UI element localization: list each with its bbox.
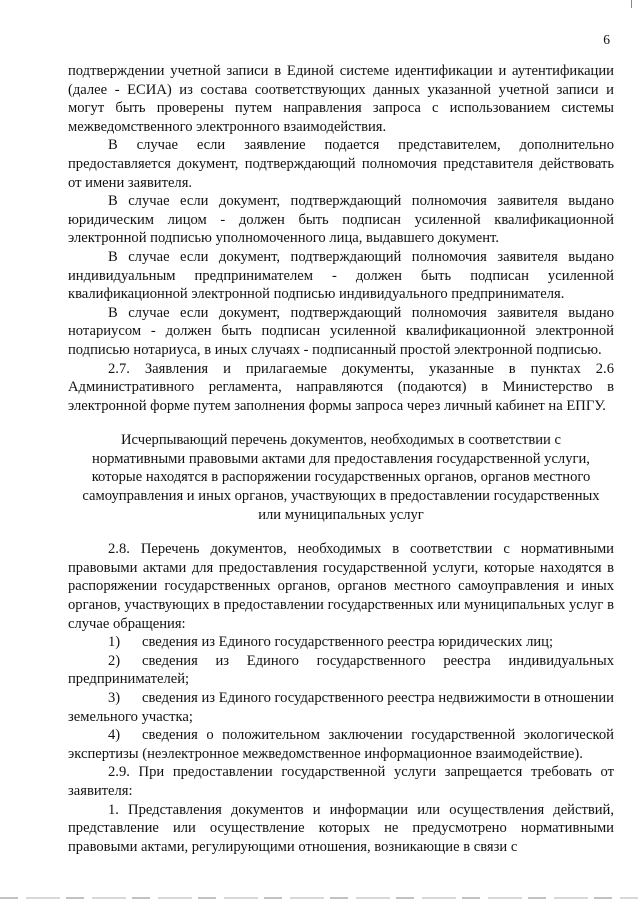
list-item xyxy=(68,726,614,763)
paragraph-esia-verification: подтверждении учетной записи в Единой системе идентификации и аутентификации (далее - ЕСИА) из состава соответствующих данных указанной учетной записи и могут быть проверены путем направления запроса с использованием системы межведомственного электронного взаимодействия. xyxy=(68,63,614,135)
list-item-number: 1) xyxy=(108,634,121,651)
list-item xyxy=(68,633,614,652)
list-item-number: 4) xyxy=(108,727,121,744)
page-number: 6 xyxy=(603,32,610,47)
list-item xyxy=(68,652,614,689)
paragraph-representative: В случае если заявление подается представителем, дополнительно предоставляется документ, подтверждающий полномочия представителя действовать от имени заявителя. xyxy=(68,137,614,191)
list-item xyxy=(68,689,614,726)
list-item-text: сведения о положительном заключении государственной экологической экспертизы (неэлектронное межведомственное информационное взаимодействие). xyxy=(68,727,614,762)
paragraph-legal-entity: В случае если документ, подтверждающий полномочия заявителя выдано юридическим лицом - должен быть подписан усиленной квалификационной электронной подписью уполномоченного лица, выдавшего документ. xyxy=(68,193,614,247)
list-item-text: сведения из Единого государственного реестра недвижимости в отношении земельного участка; xyxy=(68,690,614,725)
paragraph-2-8-intro: 2.8. Перечень документов, необходимых в соответствии с нормативными правовыми актами для предоставления государственной услуги, которые находятся в распоряжении государственных органов, органов местного самоуправления и иных органов, участвующих в предоставлении государственных или муниципальных услуг в случае обращения: xyxy=(68,541,614,632)
section-heading: Исчерпывающий перечень документов, необходимых в соответствии с нормативными правовыми актами для предоставления государственной услуги, которые находятся в распоряжении государственных органов, органов местного самоуправления и иных органов, участвующих в предоставлении государственных или муниципальных услуг xyxy=(82,432,600,523)
paragraph-2-7: 2.7. Заявления и прилагаемые документы, указанные в пунктах 2.6 Административного регламента, направляются (подаются) в Министерство в электронной форме путем заполнения формы запроса через личный кабинет на ЕПГУ. xyxy=(68,360,614,414)
paragraph-2-9-item-1: 1. Представления документов и информации или осуществления действий, представление или осуществление которых не предусмотрено нормативными правовыми актами, регулирующими отношения, возникающие в связи с xyxy=(68,801,614,855)
paragraph-2-9-intro: 2.9. При предоставлении государственной услуги запрещается требовать от заявителя: xyxy=(68,764,614,799)
paragraph-notary: В случае если документ, подтверждающий полномочия заявителя выдано нотариусом - должен быть подписан усиленной квалификационной электронной подписью нотариуса, в иных случаях - подписанный простой электронной подписью. xyxy=(68,304,614,358)
scan-corner-mark xyxy=(631,0,632,8)
list-item-number: 2) xyxy=(108,652,121,669)
list-item-number: 3) xyxy=(108,690,121,706)
list-item-text: сведения из Единого государственного реестра индивидуальных предпринимателей; xyxy=(68,652,614,688)
paragraph-entrepreneur: В случае если документ, подтверждающий полномочия заявителя выдано индивидуальным предпринимателем - должен быть подписан усиленной квалификационной электронной подписью индивидуального предпринимателя. xyxy=(68,248,614,303)
spacer xyxy=(68,524,614,540)
document-body xyxy=(68,62,614,856)
scan-bottom-edge xyxy=(0,897,638,899)
list-item-text: сведения из Единого государственного реестра юридических лиц; xyxy=(142,634,554,651)
